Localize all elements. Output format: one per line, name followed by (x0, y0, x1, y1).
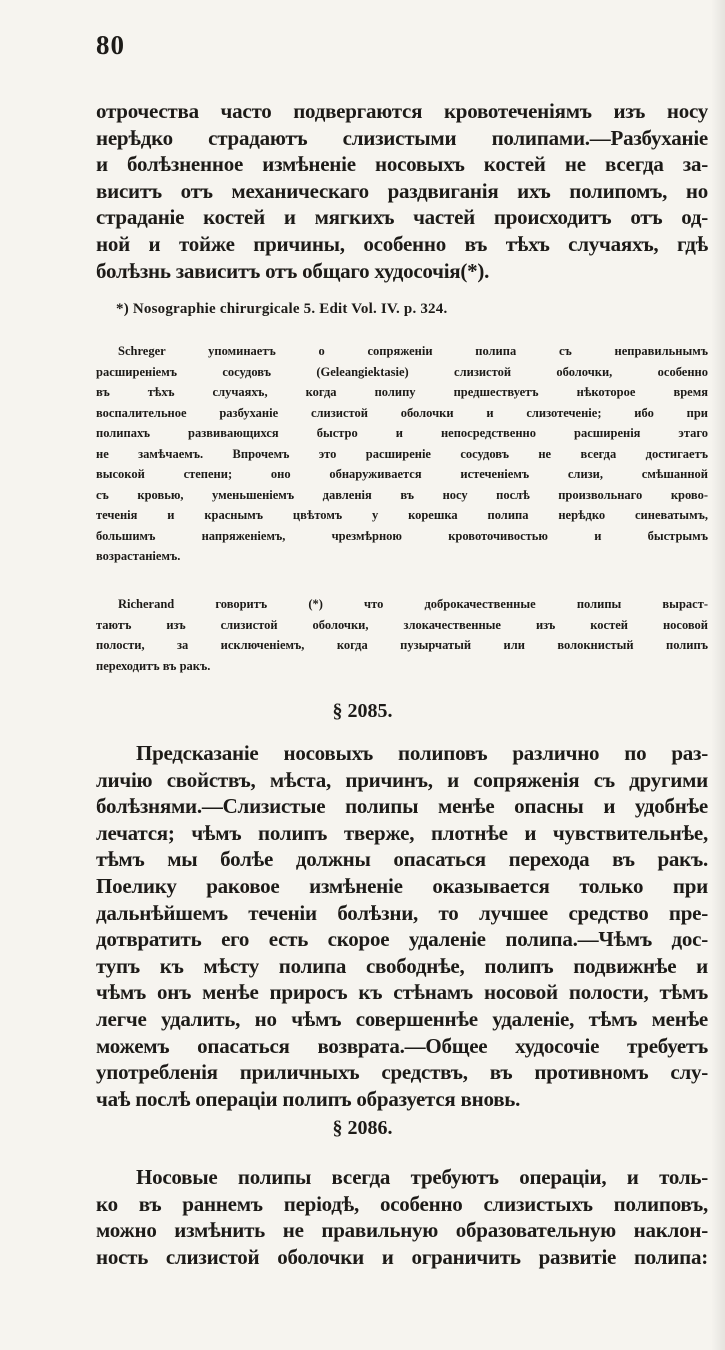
text-line: Richerand говоритъ (*) что доброкачественные полипы выраст- (118, 597, 708, 611)
text-line: можемъ опасаться возврата.—Общее худосочіе требуетъ (96, 1033, 708, 1058)
text-line: чѣмъ онъ менѣе приросъ къ стѣнамъ носовой полости, тѣмъ (96, 980, 708, 1005)
text-line: дальнѣйшемъ теченіи болѣзни, то лучшее средство пре- (96, 900, 708, 925)
text-line: личію свойствъ, мѣста, причинъ, и сопряженія съ другими (96, 767, 708, 792)
text-line: отрочества часто подвергаются кровотеченіямъ изъ носу (96, 99, 708, 123)
text-line: болѣзнь зависитъ отъ общаго худосочія(*). (96, 258, 490, 283)
text-line: расширеніемъ сосудовъ (Geleangiektasie) слизистой оболочки, особенно (96, 364, 708, 379)
paragraph-1 (96, 98, 708, 284)
paragraph-2 (96, 740, 708, 1112)
text-line: употребленія приличныхъ средствъ, въ противномъ слу- (96, 1060, 708, 1085)
text-line: Поелику раковое измѣненіе оказывается только при (96, 873, 708, 898)
text-line: большимъ напряженіемъ, чрезмѣрною кровоточивостью и быстрымъ (96, 528, 708, 543)
text-line: тупъ къ мѣсту полипа свободнѣе, полипъ подвижнѣе и (96, 953, 708, 978)
small-paragraph-2 (96, 594, 708, 676)
page-number: 80 (96, 30, 125, 60)
text-line: не замѣчаемъ. Впрочемъ это расширеніе сосудовъ не всегда достигаетъ (96, 446, 708, 461)
text-line: теченія и краснымъ цвѣтомъ у корешка полипа нерѣдко синеватымъ, (96, 508, 708, 522)
text-line: лечатся; чѣмъ полипъ тверже, плотнѣе и чувствительнѣе, (96, 820, 708, 845)
text-line: ность слизистой оболочки и ограничить развитіе полипа: (96, 1244, 708, 1269)
text-line: ко въ раннемъ періодѣ, особенно слизистыхъ полиповъ, (96, 1191, 708, 1216)
paragraph-3 (96, 1164, 708, 1270)
text-line: въ тѣхъ случаяхъ, когда полипу предшествуетъ нѣкоторое время (96, 385, 708, 399)
text-line: переходитъ въ ракъ. (96, 658, 211, 673)
text-line: и болѣзненное измѣненіе носовыхъ костей не всегда за- (96, 152, 708, 177)
footnote: *) Nosographie chirurgicale 5. Edit Vol. IV. p. 324. (116, 301, 448, 317)
text-line: съ кровью, уменьшеніемъ давленія въ носу послѣ произвольнаго крово- (96, 487, 708, 502)
small-paragraph-1 (96, 341, 708, 567)
text-line: Носовые полипы всегда требуютъ операціи, и толь- (136, 1165, 708, 1189)
text-line: чаѣ послѣ операціи полипъ образуется вновь. (96, 1086, 521, 1111)
text-line: возрастаніемъ. (96, 549, 181, 563)
text-line: таютъ изъ слизистой оболочки, злокачественные изъ костей носовой (96, 617, 708, 632)
text-line: нерѣдко страдаютъ слизистыми полипами.—Разбуханіе (96, 125, 708, 150)
text-line: высокой степени; оно обнаруживается истеченіемъ слизи, смѣшанной (96, 467, 708, 481)
page-edge-shadow (711, 0, 725, 1350)
text-line: тѣмъ мы болѣе должны опасаться перехода въ ракъ. (96, 847, 708, 872)
text-line: дотвратить его есть скорое удаленіе полипа.—Чѣмъ дос- (96, 927, 708, 952)
text-line: виситъ отъ механическаго раздвиганія ихъ полипомъ, но (96, 178, 708, 203)
text-line: страданіе костей и мягкихъ частей происходитъ отъ од- (96, 205, 708, 230)
text-line: воспалительное разбуханіе слизистой оболочки и слизотеченіе; ибо при (96, 405, 708, 420)
text-line: можно измѣнить не правильную образовательную наклон- (96, 1218, 708, 1243)
text-line: болѣзнями.—Слизистые полипы менѣе опасны и удобнѣе (96, 794, 708, 819)
text-line: полипахъ развивающихся быстро и непосредственно расширенія этаго (96, 426, 708, 440)
section-heading-2086: § 2086. (332, 1117, 393, 1139)
text-line: Предсказаніе носовыхъ полиповъ различно по раз- (136, 741, 708, 765)
section-heading-2085: § 2085. (332, 700, 393, 722)
text-line: полости, за исключеніемъ, когда пузырчатый или волокнистый полипъ (96, 638, 708, 652)
text-line: легче удалить, но чѣмъ совершеннѣе удаленіе, тѣмъ менѣе (96, 1006, 708, 1031)
text-line: ной и тойже причины, особенно въ тѣхъ случаяхъ, гдѣ (96, 231, 708, 256)
text-line: Schreger упоминаетъ о сопряженіи полипа съ неправильнымъ (118, 344, 708, 358)
